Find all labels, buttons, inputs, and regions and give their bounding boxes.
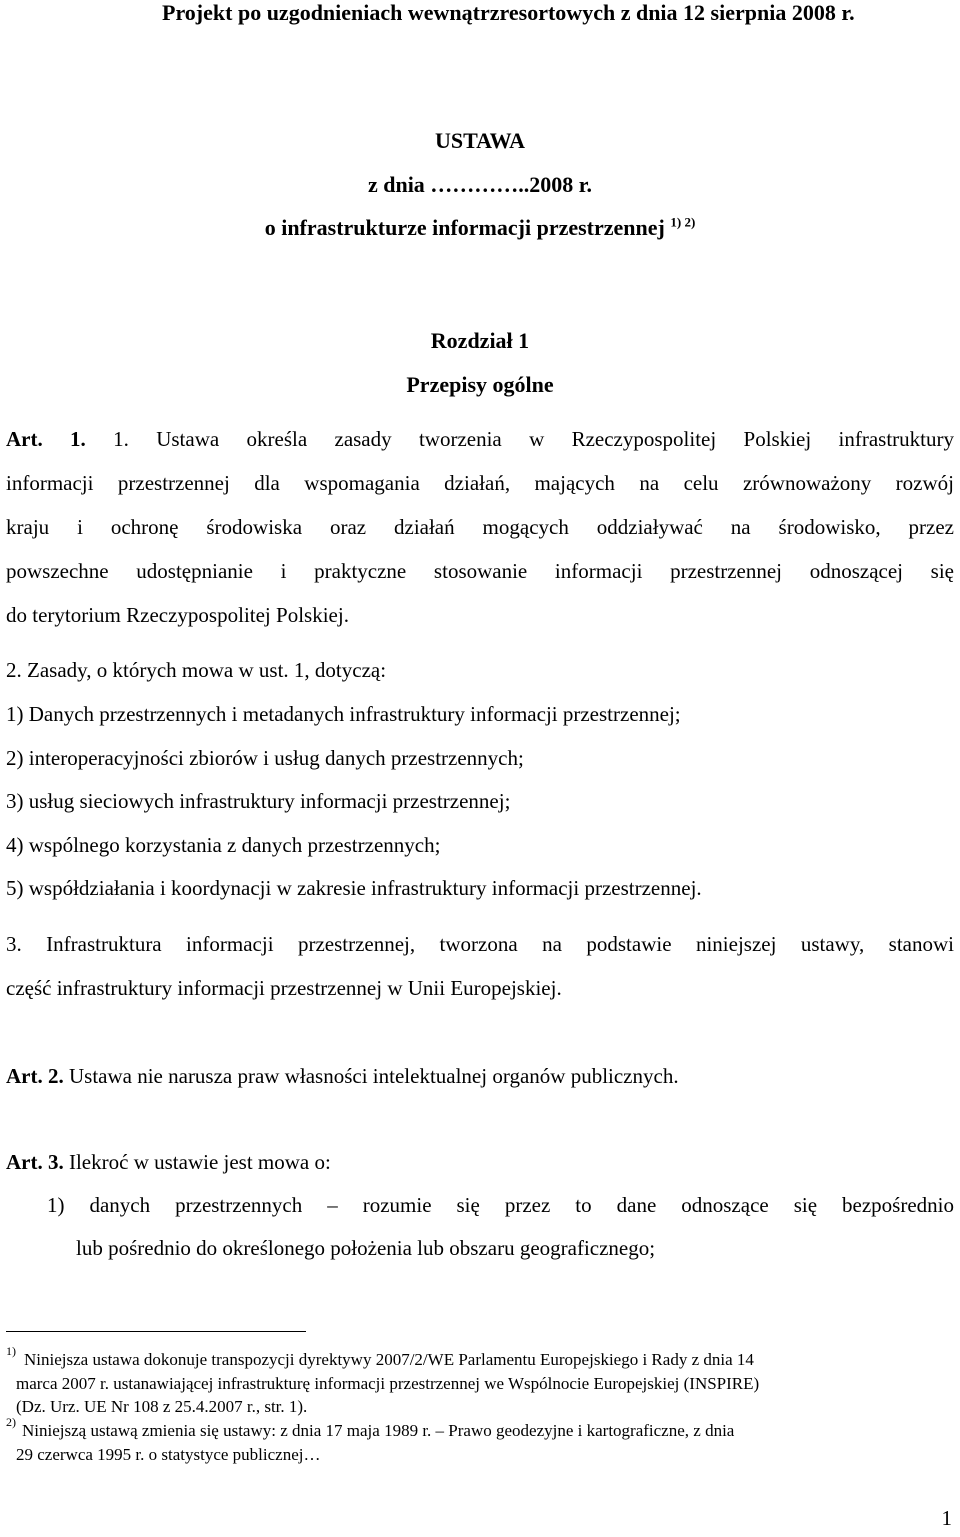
art1-paragraph2: 2. Zasady, o których mowa w ust. 1, dotyczą:: [6, 658, 387, 682]
art1-label: Art. 1.: [6, 427, 86, 451]
art1-paragraph1-line4: powszechne udostępnianie i praktyczne stosowanie informacji przestrzennej odnoszącej się: [6, 559, 954, 583]
document-header: Projekt po uzgodnieniach wewnątrzresortowych z dnia 12 sierpnia 2008 r.: [162, 0, 855, 25]
art1-p2-item1: 1) Danych przestrzennych i metadanych infrastruktury informacji przestrzennej;: [6, 702, 681, 726]
art1-paragraph1-line2: informacji przestrzennej dla wspomagania działań, mających na celu zrównoważony rozwój: [6, 471, 954, 495]
footnote-1-line3: (Dz. Urz. UE Nr 108 z 25.4.2007 r., str. 1).: [16, 1397, 308, 1416]
footnote-2-line1: Niniejszą ustawą zmienia się ustawy: z dnia 17 maja 1989 r. – Prawo geodezyjne i kartograficzne, z dnia: [22, 1421, 735, 1440]
art1-p1-number: 1.: [113, 427, 129, 451]
art1-p2-item5: 5) współdziałania i koordynacji w zakresie infrastruktury informacji przestrzennej.: [6, 876, 702, 900]
art1-paragraph1-line5: do terytorium Rzeczypospolitej Polskiej.: [6, 603, 349, 627]
act-date: z dnia …………..2008 r.: [367, 172, 593, 197]
art1-paragraph1-line1: [6, 427, 954, 452]
art1-p2-item4: 4) wspólnego korzystania z danych przestrzennych;: [6, 833, 441, 857]
act-subject: [0, 215, 960, 241]
art3-item1-line1: 1) danych przestrzennych – rozumie się przez to dane odnoszące się bezpośrednio: [47, 1193, 954, 1217]
chapter-name: Przepisy ogólne: [406, 372, 554, 397]
art1-paragraph3-line2: część infrastruktury informacji przestrzennej w Unii Europejskiej.: [6, 976, 562, 1000]
footnote-1-line1: Niniejsza ustawa dokonuje transpozycji dyrektywy 2007/2/WE Parlamentu Europejskiego i Rady z dnia 14: [24, 1350, 754, 1369]
art1-p1-text: Ustawa określa zasady tworzenia w Rzeczypospolitej Polskiej infrastruktury: [156, 427, 954, 451]
chapter-number: Rozdział 1: [430, 328, 530, 353]
art2-paragraph: [6, 1064, 679, 1089]
art3-paragraph: [6, 1150, 331, 1175]
art2-text: Ustawa nie narusza praw własności intelektualnej organów publicznych.: [68, 1064, 679, 1088]
art1-p2-item3: 3) usług sieciowych infrastruktury informacji przestrzennej;: [6, 789, 511, 813]
footnote-2-line2: 29 czerwca 1995 r. o statystyce publicznej…: [16, 1445, 321, 1464]
art3-label: Art. 3.: [6, 1150, 64, 1174]
art1-p2-item2: 2) interoperacyjności zbiorów i usług danych przestrzennych;: [6, 746, 524, 770]
page-number: 1: [941, 1506, 952, 1530]
footnote-divider: [6, 1331, 306, 1332]
footnote-refs: 1) 2): [670, 214, 696, 230]
act-title: USTAWA: [434, 128, 526, 153]
art3-item1-line2: lub pośrednio do określonego położenia lub obszaru geograficznego;: [76, 1236, 656, 1260]
art3-text: Ilekroć w ustawie jest mowa o:: [68, 1150, 331, 1174]
footnote-1-line2: marca 2007 r. ustanawiającej infrastrukturę informacji przestrzennej we Wspólnocie Europejskiej (INSPIRE): [16, 1374, 760, 1393]
art2-label: Art. 2.: [6, 1064, 64, 1088]
art1-paragraph3-line1: 3. Infrastruktura informacji przestrzennej, tworzona na podstawie niniejszej ustawy, stanowi: [6, 932, 954, 956]
art1-paragraph1-line3: kraju i ochronę środowiska oraz działań mogących oddziaływać na środowisko, przez: [6, 515, 954, 539]
act-subject-text: o infrastrukturze informacji przestrzennej: [264, 215, 665, 240]
footnote-1-mark: 1): [6, 1344, 16, 1358]
footnote-2-mark: 2): [6, 1415, 16, 1429]
